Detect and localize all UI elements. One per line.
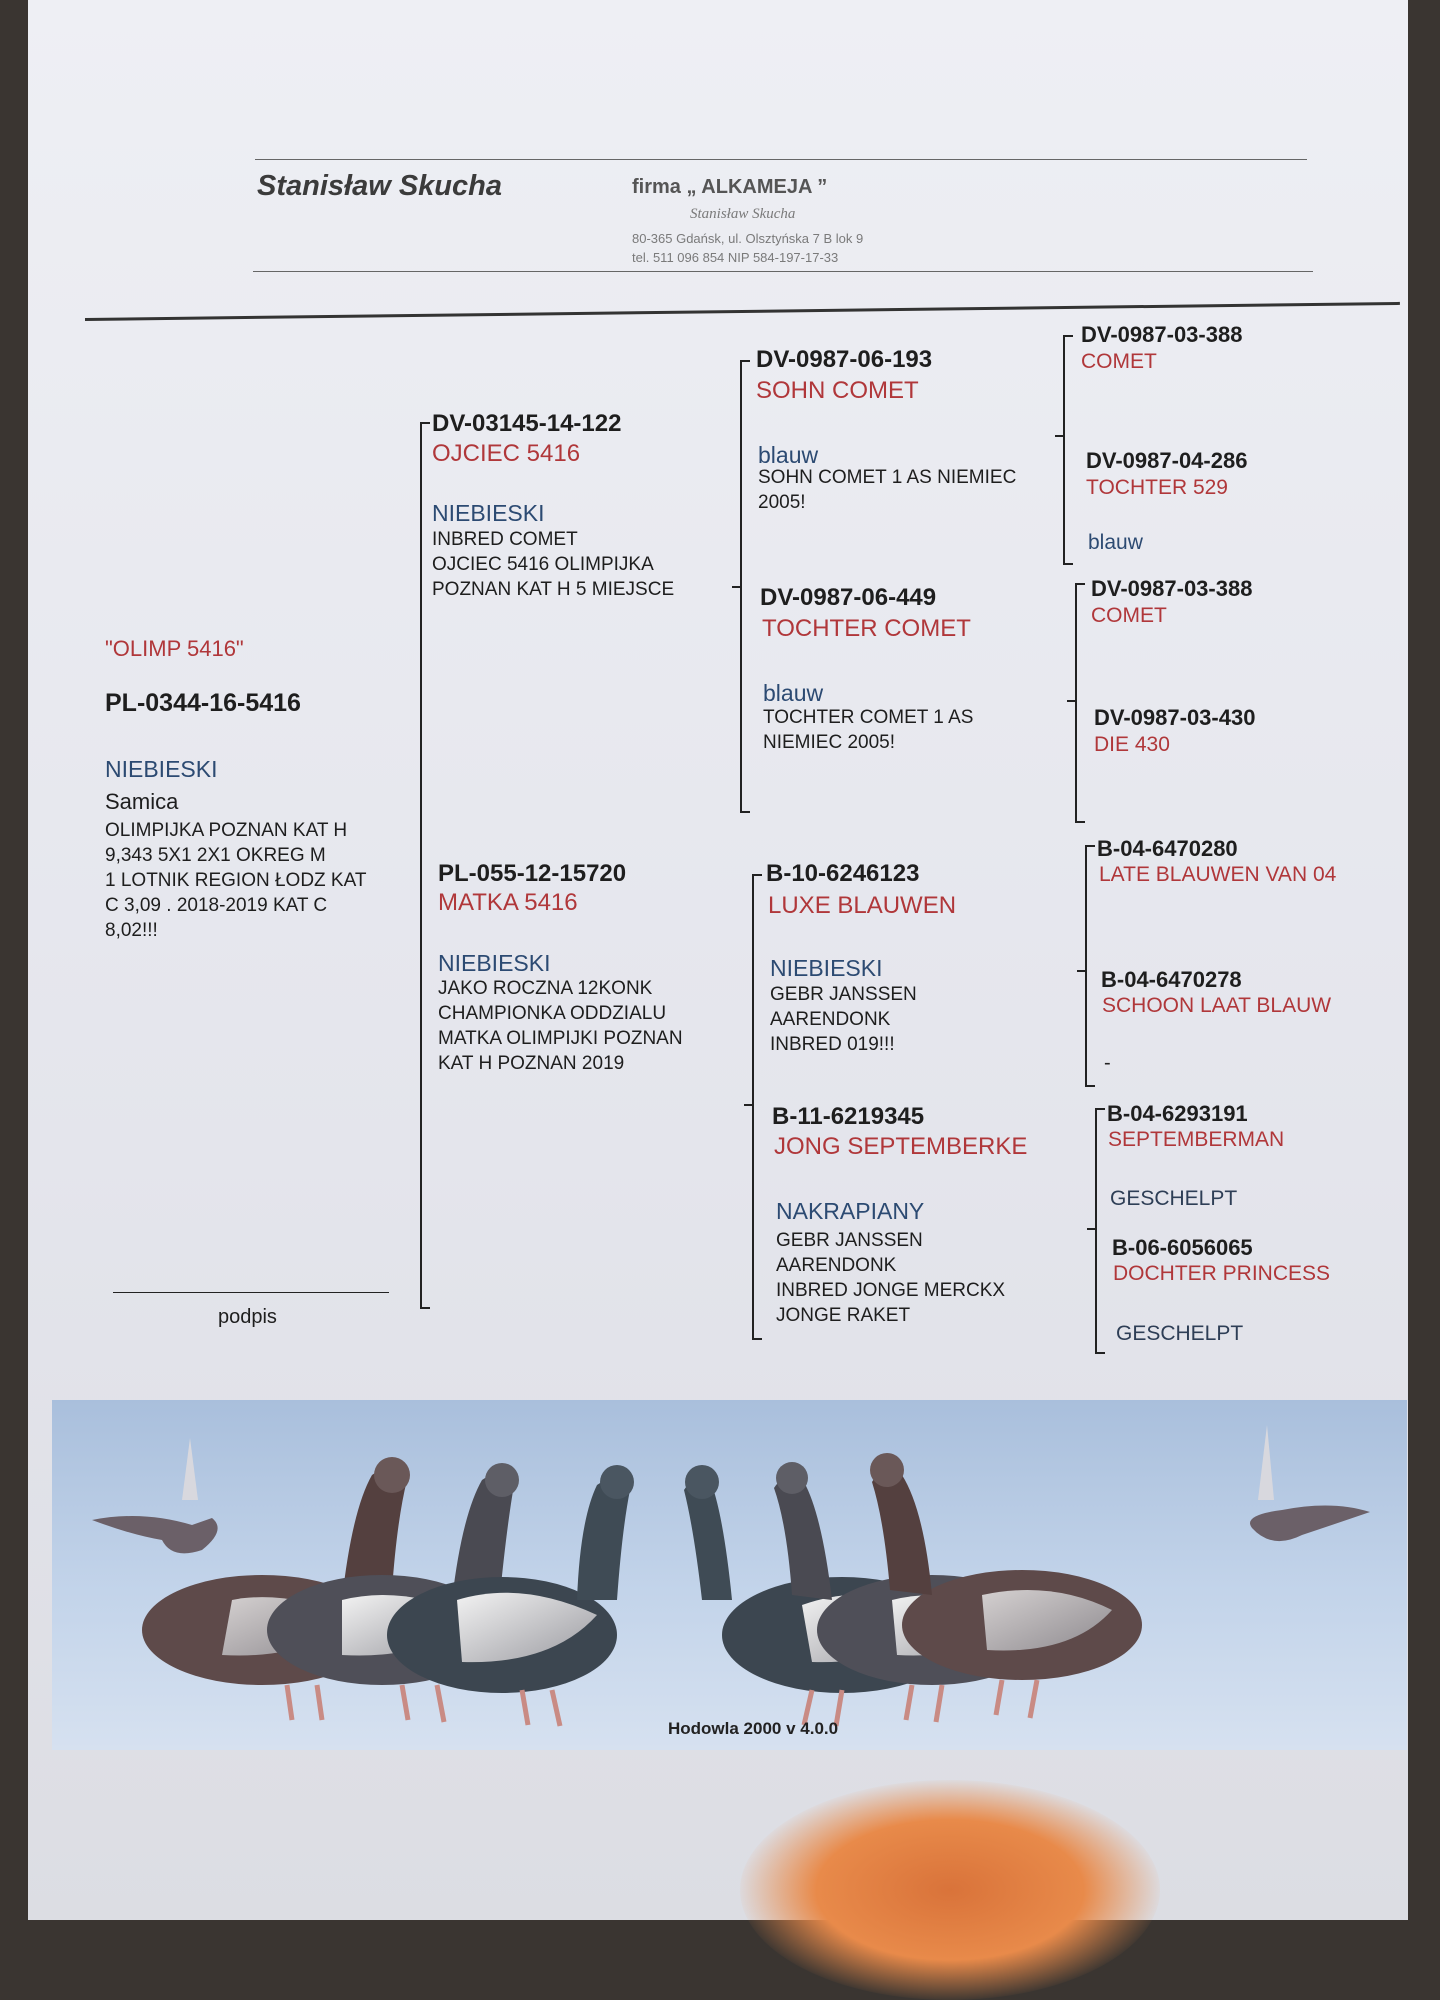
note-line: AARENDONK — [776, 1255, 897, 1276]
note-line: AARENDONK — [770, 1009, 891, 1030]
bracket-tick — [1063, 335, 1073, 337]
gg-8-color: GESCHELPT — [1116, 1322, 1244, 1345]
gg-5-name: LATE BLAUWEN VAN 04 — [1099, 863, 1337, 886]
bracket-gen2-dam — [752, 874, 754, 1340]
sire-name: OJCIEC 5416 — [432, 440, 581, 467]
dam-dam-notes — [776, 1228, 1066, 1328]
sire-color: NIEBIESKI — [432, 500, 545, 526]
sire-sire-notes — [758, 465, 1058, 515]
gg-2-name: TOCHTER 529 — [1086, 476, 1228, 499]
note-line: TOCHTER COMET 1 AS — [763, 707, 974, 728]
note-line: GEBR JANSSEN — [776, 1230, 923, 1251]
gg-7-color: GESCHELPT — [1110, 1187, 1238, 1210]
gg-6-ring: B-04-6470278 — [1101, 967, 1242, 992]
dam-sire-ring: B-10-6246123 — [766, 860, 920, 887]
header-bottom-rule — [253, 271, 1313, 272]
note-line: INBRED COMET — [432, 529, 578, 550]
bracket-tick — [752, 1338, 762, 1340]
note-line: GEBR JANSSEN — [770, 984, 917, 1005]
header-top-rule — [255, 159, 1307, 160]
gg-3-name: COMET — [1091, 604, 1167, 627]
gg-7-ring: B-04-6293191 — [1107, 1101, 1248, 1126]
note-line: INBRED 019!!! — [770, 1034, 895, 1055]
dam-sire-notes — [770, 982, 1050, 1057]
note-line: JAKO ROCZNA 12KONK — [438, 978, 653, 999]
subject-color: NIEBIESKI — [105, 756, 218, 782]
bracket-gen3 — [1075, 583, 1077, 823]
gg-1-ring: DV-0987-03-388 — [1081, 322, 1243, 347]
bracket-tick — [420, 422, 430, 424]
note-line: MATKA OLIMPIJKI POZNAN — [438, 1028, 683, 1049]
note-line: POZNAN KAT H 5 MIEJSCE — [432, 579, 675, 600]
bracket-tick — [744, 1104, 754, 1106]
dam-dam-ring: B-11-6219345 — [772, 1103, 925, 1130]
bracket-tick — [1095, 1108, 1105, 1110]
bracket-tick — [1055, 435, 1065, 437]
note-line: 9,343 5X1 2X1 OKREG M — [105, 845, 326, 866]
subject-notes — [105, 818, 425, 943]
stamp-company: firma „ ALKAMEJA ” — [632, 176, 828, 198]
dam-ring: PL-055-12-15720 — [438, 860, 627, 887]
sire-dam-ring: DV-0987-06-449 — [760, 584, 937, 611]
flying-pigeon-icon — [1250, 1425, 1370, 1541]
bracket-tick — [740, 360, 750, 362]
stamp-contact: tel. 511 096 854 NIP 584-197-17-33 — [632, 250, 839, 265]
bracket-tick — [1067, 700, 1077, 702]
flying-pigeon-icon — [92, 1438, 218, 1553]
gg-8-name: DOCHTER PRINCESS — [1113, 1262, 1331, 1285]
owner-name: Stanisław Skucha — [257, 170, 502, 202]
sire-sire-color: blauw — [758, 442, 819, 468]
dam-notes — [438, 976, 738, 1076]
sire-sire-ring: DV-0987-06-193 — [756, 346, 933, 373]
gg-3-ring: DV-0987-03-388 — [1091, 576, 1253, 601]
dam-dam-color: NAKRAPIANY — [776, 1198, 925, 1224]
dam-color: NIEBIESKI — [438, 950, 551, 976]
sire-dam-notes — [763, 705, 1053, 755]
note-line: OLIMPIJKA POZNAN KAT H — [105, 820, 348, 841]
note-line: OJCIEC 5416 OLIMPIJKA — [432, 554, 654, 575]
dam-dam-name: JONG SEPTEMBERKE — [774, 1133, 1028, 1160]
bracket-gen1 — [420, 422, 422, 1309]
note-line: SOHN COMET 1 AS NIEMIEC — [758, 467, 1017, 488]
gg-7-name: SEPTEMBERMAN — [1108, 1128, 1285, 1151]
note-line: 1 LOTNIK REGION ŁODZ KAT — [105, 870, 367, 891]
note-line: JONGE RAKET — [776, 1305, 911, 1326]
gg-8-ring: B-06-6056065 — [1112, 1235, 1253, 1260]
bracket-tick — [732, 586, 742, 588]
note-line: NIEMIEC 2005! — [763, 732, 895, 753]
note-line: KAT H POZNAN 2019 — [438, 1053, 625, 1074]
gg-6-color: - — [1104, 1052, 1111, 1074]
note-line: CHAMPIONKA ODDZIALU — [438, 1003, 667, 1024]
sire-dam-color: blauw — [763, 680, 824, 706]
bracket-tick — [1077, 970, 1087, 972]
subject-ring: PL-0344-16-5416 — [105, 689, 301, 717]
stamp-name: Stanisław Skucha — [690, 206, 796, 222]
subject-nickname: "OLIMP 5416" — [105, 636, 244, 661]
stamp-address: 80-365 Gdańsk, ul. Olsztyńska 7 B lok 9 — [632, 231, 864, 246]
gg-1-name: COMET — [1081, 350, 1157, 373]
gg-4-name: DIE 430 — [1094, 733, 1170, 756]
bracket-tick — [1075, 583, 1085, 585]
bracket-gen3 — [1063, 335, 1065, 565]
pigeons-illustration — [52, 1400, 1407, 1750]
note-line: C 3,09 . 2018-2019 KAT C — [105, 895, 328, 916]
bracket-tick — [420, 1307, 430, 1309]
note-line: INBRED JONGE MERCKX — [776, 1280, 1006, 1301]
bracket-tick — [752, 874, 762, 876]
bracket-tick — [1063, 563, 1073, 565]
gg-4-ring: DV-0987-03-430 — [1094, 705, 1256, 730]
bracket-gen3 — [1085, 845, 1087, 1087]
pigeon-banner — [52, 1400, 1407, 1750]
finger-blur — [740, 1780, 1160, 2000]
note-line: 2005! — [758, 492, 806, 513]
gg-5-ring: B-04-6470280 — [1097, 836, 1238, 861]
bracket-tick — [1085, 1085, 1095, 1087]
dam-sire-name: LUXE BLAUWEN — [768, 892, 957, 919]
bracket-tick — [1075, 821, 1085, 823]
bracket-gen3 — [1095, 1108, 1097, 1354]
gg-6-name: SCHOON LAAT BLAUW — [1102, 994, 1332, 1017]
sire-dam-name: TOCHTER COMET — [762, 615, 971, 642]
sire-notes — [432, 527, 722, 602]
signature-line — [113, 1292, 389, 1293]
dam-sire-color: NIEBIESKI — [770, 955, 883, 981]
bracket-tick — [740, 811, 750, 813]
subject-sex: Samica — [105, 789, 179, 814]
sire-sire-name: SOHN COMET — [756, 377, 919, 404]
gg-2-ring: DV-0987-04-286 — [1086, 448, 1248, 473]
note-line: 8,02!!! — [105, 920, 158, 941]
dam-name: MATKA 5416 — [438, 889, 578, 916]
bracket-tick — [1095, 1352, 1105, 1354]
bracket-tick — [1085, 845, 1095, 847]
signature-label: podpis — [218, 1306, 277, 1328]
bracket-tick — [1087, 1228, 1097, 1230]
software-label: Hodowla 2000 v 4.0.0 — [668, 1719, 839, 1738]
gg-2-color: blauw — [1088, 531, 1143, 554]
sire-ring: DV-03145-14-122 — [432, 410, 622, 437]
